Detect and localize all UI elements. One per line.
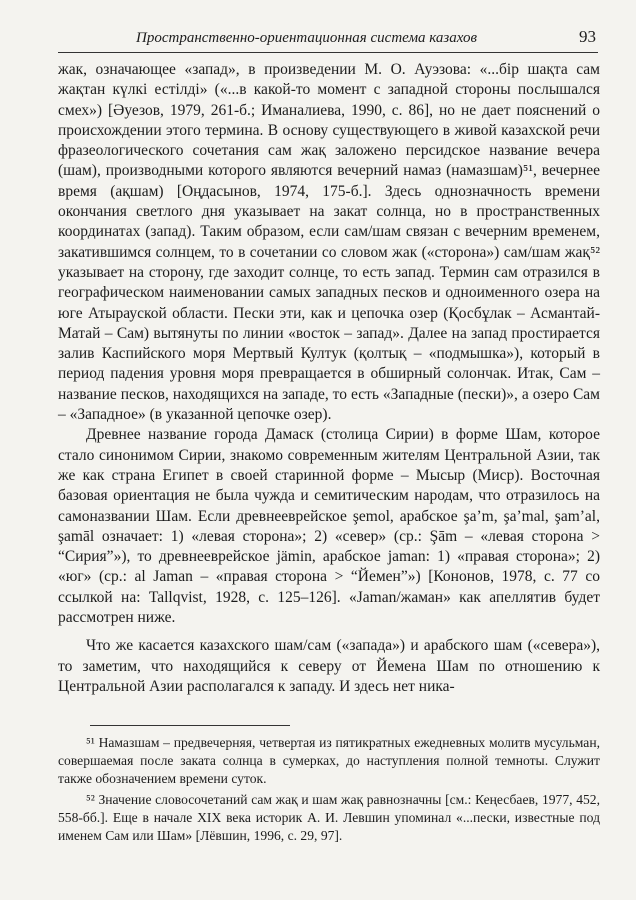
footnote-51: ⁵¹ Намазшам – предвечерняя, четвертая из пятикратных ежедневных молитв мусульман, совершаемая после заката солнца в сумерках, до наступления полной темноты. Служит также обозначением времени суток.: [58, 735, 600, 787]
page-number: 93: [579, 27, 596, 46]
footnotes: [58, 734, 600, 845]
paragraph-sham-sam: Что же касается казахского шам/сам («запада») и арабского шам («севера»), то заметим, что находящийся к северу от Йемена Шам по отношению к Центральной Азии располагался к западу. И здесь нет ника-: [58, 637, 600, 695]
paragraph-damascus: Древнее название города Дамаск (столица Сирии) в форме Шам, которое стало синонимом Сирии, знакомо современным жителям Центральной Азии, так же как страна Египет в своей старинной форме – Мысыр (Миср). Восточная базовая ориентация не была чужда и семитическим народам, что отразилось на самоназвании Шам. Если древнееврейское şemol, арабское şa’m, şa’mal, şam’al, şamāl означает: 1) «левая сторона»; 2) «север» (ср.: Şām – «левая сторона > “Сирия”»), то древнееврейское jämin, арабское jaman: 1) «правая сторона»; 2) «юг» (ср.: al Jaman – «правая сторона > “Йемен”») [Кононов, 1978, с. 77 со ссылкой на: Tallqvist, 1928, с. 125–126]. «Jaman/жаман» как апеллятив будет рассмотрен ниже.: [58, 426, 600, 627]
page-header: [58, 26, 598, 53]
footnote-divider: [90, 725, 290, 726]
main-text: [58, 60, 600, 697]
paragraph-continued: жак, означающее «запад», в произведении М. О. Ауэзова: «...бір шақта сам жақтан күлкі естілді» («...в какой-то момент с западной стороны послышался смех») [Әуезов, 1979, 261-б.; Иманалиева, 1990, с. 86], но не дает пояснений о происхождении этого термина. В основу существующего в живой казахской речи фразеологического сочетания сам жақ заложено персидское название вечера (шам), производными которого являются вечерний намаз (намазшам)⁵¹, вечернее время (ақшам) [Оңдасынов, 1974, 175-б.]. Здесь однозначность времени окончания светлого дня указывает на закат солнца, но в пространственных координатах (запад). Таким образом, если сам/шам связан с вечерним временем, закатившимся солнцем, то в сочетании со словом жак («сторона») сам/шам жақ⁵² указывает на сторону, где заходит солнце, то есть запад. Термин сам отразился в географическом наименовании самых западных песков и одноименного озера на юге Атырауской области. Пески эти, как и цепочка озер (Қосбұлак – Асмантай-Матай – Сам) вытянуты по линии «восток – запад». Далее на запад простирается залив Каспийского моря Мертвый Култук (қолтық – «подмышка»), который в период падения уровня моря превращается в обширный солончак. Итак, Сам – название песков, находящихся на западе, то есть «Западные (пески)», а озеро Сам – «Западное» (в указанной цепочке озер).: [58, 61, 600, 424]
running-title: Пространственно-ориентационная система казахов: [136, 30, 478, 46]
footnote-52: ⁵² Значение словосочетаний сам жақ и шам жақ равнозначны [см.: Кеңесбаев, 1977, 452, 558-бб.]. Еще в начале XIX века историк А. И. Левшин упоминал «...пески, известные под именем Сам или Шам» [Лёвшин, 1996, с. 29, 97].: [58, 791, 600, 844]
